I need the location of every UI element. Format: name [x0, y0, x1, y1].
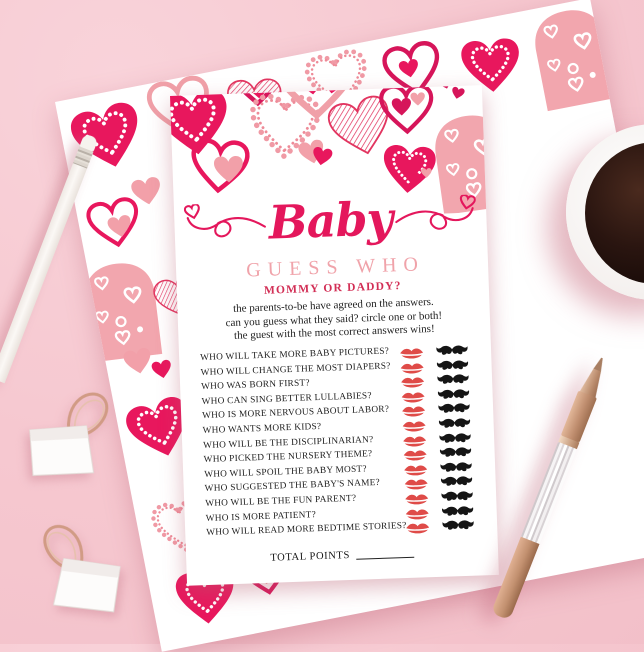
game-card — [170, 85, 499, 586]
lips-icon — [404, 477, 427, 489]
card-heading: GUESS WHO — [245, 253, 426, 282]
intro-line: the parents-to-be have agreed on the answers. — [232, 295, 434, 315]
mustache-icon — [435, 357, 469, 371]
lips-icon — [400, 345, 423, 357]
question-text: WHO WAS BORN FIRST? — [201, 378, 310, 393]
mustache-icon — [439, 474, 473, 488]
question-text: WHO WILL SPOIL THE BABY MOST? — [204, 464, 367, 480]
total-points-row — [186, 545, 498, 567]
question-text: WHO WILL BE THE FUN PARENT? — [205, 493, 357, 509]
question-text: WHO WILL READ MORE BEDTIME STORIES? — [206, 521, 407, 539]
pencil-body — [0, 163, 87, 383]
mustache-icon — [437, 401, 471, 415]
card-subheading: MOMMY OR DADDY? — [263, 280, 402, 297]
heart-flourish-right — [393, 194, 476, 239]
lips-icon — [403, 433, 426, 445]
mustache-icon — [437, 416, 471, 430]
mustache-icon — [436, 372, 470, 386]
question-text: WHO IS MORE PATIENT? — [205, 509, 317, 524]
mustache-icon — [440, 503, 474, 517]
lips-icon — [400, 360, 423, 372]
total-points-label: TOTAL POINTS — [270, 550, 351, 564]
card-intro — [177, 294, 490, 346]
mustache-icon — [438, 445, 472, 459]
mustache-icon — [438, 430, 472, 444]
lips-icon — [403, 447, 426, 459]
question-text: WHO PICKED THE NURSERY THEME? — [203, 449, 373, 466]
lips-icon — [401, 389, 424, 401]
binder-clip-icon — [8, 367, 129, 493]
card-title-row — [173, 185, 487, 256]
lips-icon — [402, 418, 425, 430]
mustache-icon — [439, 459, 473, 473]
intro-line: can you guess what they said? circle one or both! — [225, 309, 443, 329]
question-text: WHO WILL TAKE MORE BABY PICTURES? — [199, 346, 390, 364]
question-text: WHO WANTS MORE KIDS? — [202, 421, 322, 437]
question-text: WHO IS MORE NERVOUS ABOUT LABOR? — [202, 404, 390, 422]
lips-icon — [405, 491, 428, 503]
mustache-icon — [441, 518, 475, 532]
pencil — [0, 133, 99, 383]
heart-flourish-left — [184, 202, 267, 247]
question-text: WHO WILL BE THE DISCIPLINARIAN? — [203, 434, 374, 451]
card-title: Baby — [267, 191, 394, 250]
binder-clip-icon — [24, 504, 138, 623]
question-text: WHO WILL CHANGE THE MOST DIAPERS? — [200, 361, 391, 378]
question-text: WHO CAN SING BETTER LULLABIES? — [201, 390, 372, 407]
coffee-surface — [585, 142, 644, 284]
intro-line: the guest with the most correct answers wins! — [233, 323, 435, 343]
lips-icon — [402, 404, 425, 416]
mustache-icon — [435, 343, 469, 357]
mustache-icon — [440, 489, 474, 503]
lips-icon — [405, 506, 428, 518]
lips-icon — [401, 374, 424, 386]
total-points-blank-line — [356, 557, 414, 560]
lips-icon — [406, 520, 429, 532]
questions-list — [179, 342, 497, 542]
lips-icon — [404, 462, 427, 474]
question-text: WHO SUGGESTED THE BABY'S NAME? — [204, 478, 381, 495]
mustache-icon — [436, 386, 470, 400]
